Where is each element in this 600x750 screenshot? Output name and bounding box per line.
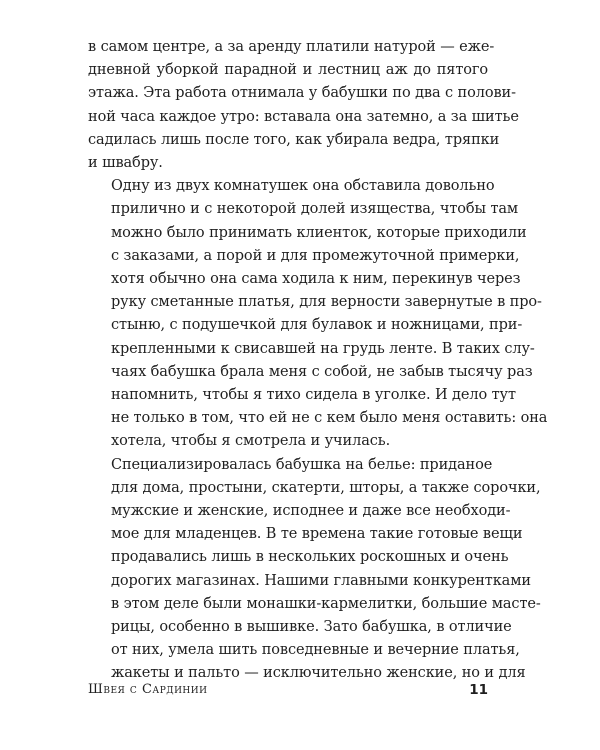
page-footer [88,682,488,704]
body-text [88,36,548,686]
text-line: руку сметанные платья, для верности завернутые в про- [111,294,542,311]
text-line: и швабру. [88,155,163,172]
text-line: садилась лишь после того, как убирала ведра, тряпки [88,131,500,148]
text-line: Специализировалась бабушка на белье: приданое [111,456,493,473]
text-line: мужские и женские, исподнее и даже все необходи- [111,503,511,520]
text-line: для дома, простыни, скатерти, шторы, а также сорочки, [111,479,541,496]
text-line: хотела, чтобы я смотрела и училась. [111,433,391,450]
text-line: в этом деле были монашки-кармелитки, большие масте- [111,595,541,612]
text-line: от них, умела шить повседневные и вечерние платья, [111,642,520,659]
running-title: Швея с Сардинии [88,682,208,697]
text-line: можно было принимать клиенток, которые приходили [111,224,527,241]
text-line: напомнить, чтобы я тихо сидела в уголке. И дело тут [111,387,516,404]
text-line: чаях бабушка брала меня с собой, не забыв тысячу раз [111,363,533,380]
text-line: дорогих магазинах. Нашими главными конкурентками [111,572,531,589]
text-line: дневной уборкой парадной и лестниц аж до пятого [88,62,488,79]
text-line: продавались лишь в нескольких роскошных и очень [111,549,509,566]
text-line: мое для младенцев. В те времена такие готовые вещи [111,526,523,543]
paragraph-3 [88,454,541,686]
text-line: рицы, особенно в вышивке. Зато бабушка, в отличие [111,619,512,636]
text-line: не только в том, что ей не с кем было меня оставить: она [111,410,548,427]
text-line: стыню, с подушечкой для булавок и ножницами, при- [111,317,523,334]
text-line: ной часа каждое утро: вставала она затемно, а за шитье [88,108,519,125]
text-line: Одну из двух комнатушек она обставила довольно [111,178,495,195]
text-line: этажа. Эта работа отнимала у бабушки по два с полови- [88,85,516,102]
page-number: 11 [469,682,488,698]
text-line: жакеты и пальто — исключительно женские, но и для [111,665,526,682]
text-line: хотя обычно она сама ходила к ним, перекинув через [111,271,521,288]
text-line: с заказами, а порой и для промежуточной примерки, [111,247,520,264]
text-line: в самом центре, а за аренду платили натурой — еже- [88,39,495,55]
paragraph-1 [88,36,519,175]
text-line: крепленными к свисавшей на грудь ленте. В таких слу- [111,340,535,357]
text-line: прилично и с некоторой долей изящества, чтобы там [111,201,519,218]
paragraph-2 [88,175,548,453]
